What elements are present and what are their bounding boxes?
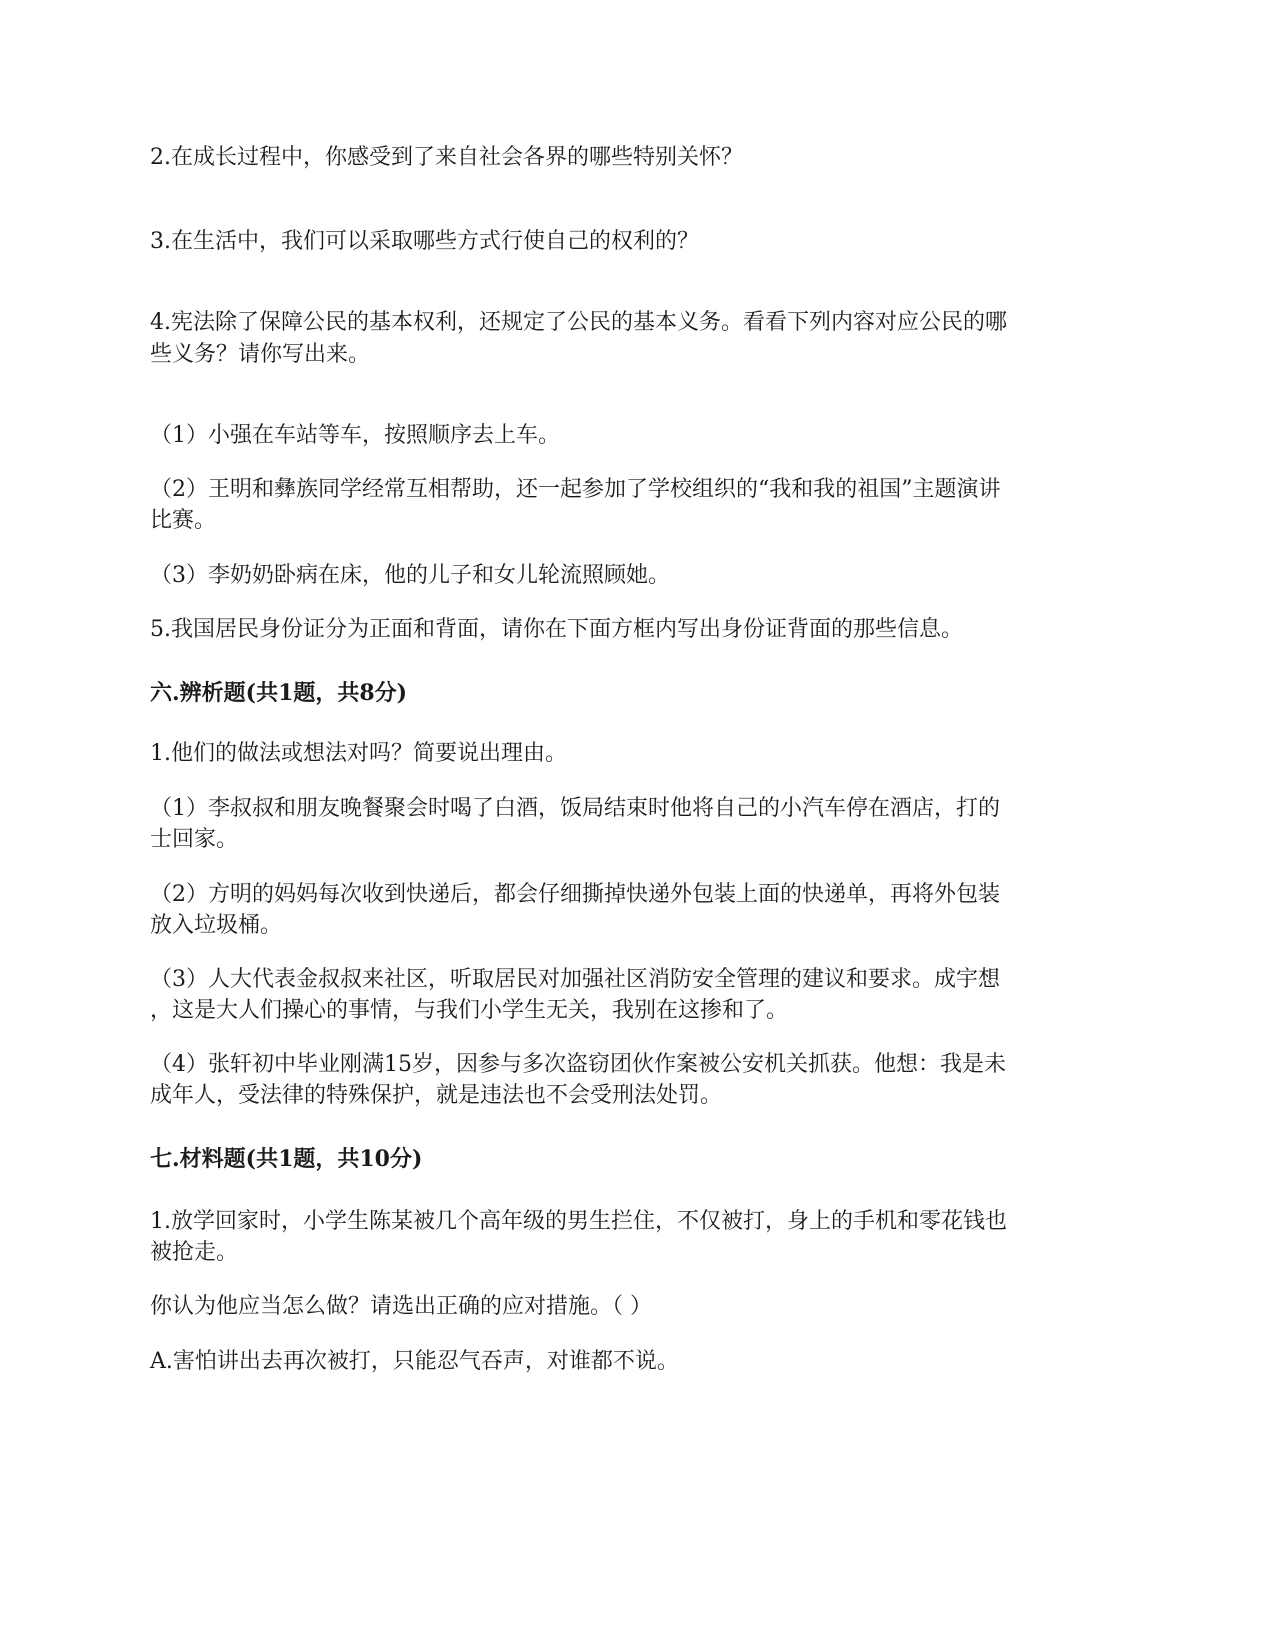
section-6-item-2-line-1: （2）方明的妈妈每次收到快递后，都会仔细撕掉快递外包装上面的快递单，再将外包装 bbox=[150, 882, 1000, 907]
section-6-item-2-line-2: 放入垃圾桶。 bbox=[150, 913, 283, 938]
question-2: 2.在成长过程中，你感受到了来自社会各界的哪些特别关怀？ bbox=[150, 145, 743, 170]
section-7-prompt: 你认为他应当怎么做？请选出正确的应对措施。（ ） bbox=[150, 1294, 652, 1319]
question-5: 5.我国居民身份证分为正面和背面，请你在下面方框内写出身份证背面的那些信息。 bbox=[150, 617, 963, 642]
section-6-item-4-line-2: 成年人，受法律的特殊保护，就是违法也不会受刑法处罚。 bbox=[150, 1083, 723, 1108]
section-6-item-1-line-2: 士回家。 bbox=[150, 827, 239, 852]
question-4-item-1: （1）小强在车站等车，按照顺序去上车。 bbox=[150, 423, 560, 448]
section-7-question-1-line-1: 1.放学回家时，小学生陈某被几个高年级的男生拦住，不仅被打，身上的手机和零花钱也 bbox=[150, 1209, 1007, 1234]
question-4-line-1: 4.宪法除了保障公民的基本权利，还规定了公民的基本义务。看看下列内容对应公民的哪 bbox=[150, 310, 1007, 335]
section-6-item-1-line-1: （1）李叔叔和朋友晚餐聚会时喝了白酒，饭局结束时他将自己的小汽车停在酒店，打的 bbox=[150, 796, 1000, 821]
section-6-item-3-line-1: （3）人大代表金叔叔来社区，听取居民对加强社区消防安全管理的建议和要求。成宇想 bbox=[150, 967, 1000, 992]
section-6-item-4-line-1: （4）张轩初中毕业刚满15岁，因参与多次盗窃团伙作案被公安机关抓获。他想：我是未 bbox=[150, 1052, 1006, 1077]
question-3: 3.在生活中，我们可以采取哪些方式行使自己的权利的？ bbox=[150, 229, 699, 254]
section-6-heading: 六.辨析题(共1题，共8分) bbox=[150, 680, 408, 706]
section-6-question-1: 1.他们的做法或想法对吗？简要说出理由。 bbox=[150, 741, 567, 766]
question-4-line-2: 些义务？请你写出来。 bbox=[150, 342, 371, 367]
section-6-item-3-line-2: ，这是大人们操心的事情，与我们小学生无关，我别在这掺和了。 bbox=[150, 998, 789, 1023]
section-7-option-a: A.害怕讲出去再次被打，只能忍气吞声，对谁都不说。 bbox=[150, 1349, 679, 1374]
question-4-item-2-line-2: 比赛。 bbox=[150, 508, 217, 533]
section-7-heading: 七.材料题(共1题，共10分) bbox=[150, 1146, 423, 1172]
section-7-question-1-line-2: 被抢走。 bbox=[150, 1240, 239, 1265]
question-4-item-3: （3）李奶奶卧病在床，他的儿子和女儿轮流照顾她。 bbox=[150, 563, 670, 588]
question-4-item-2-line-1: （2）王明和彝族同学经常互相帮助，还一起参加了学校组织的“我和我的祖国”主题演讲 bbox=[150, 477, 1001, 502]
